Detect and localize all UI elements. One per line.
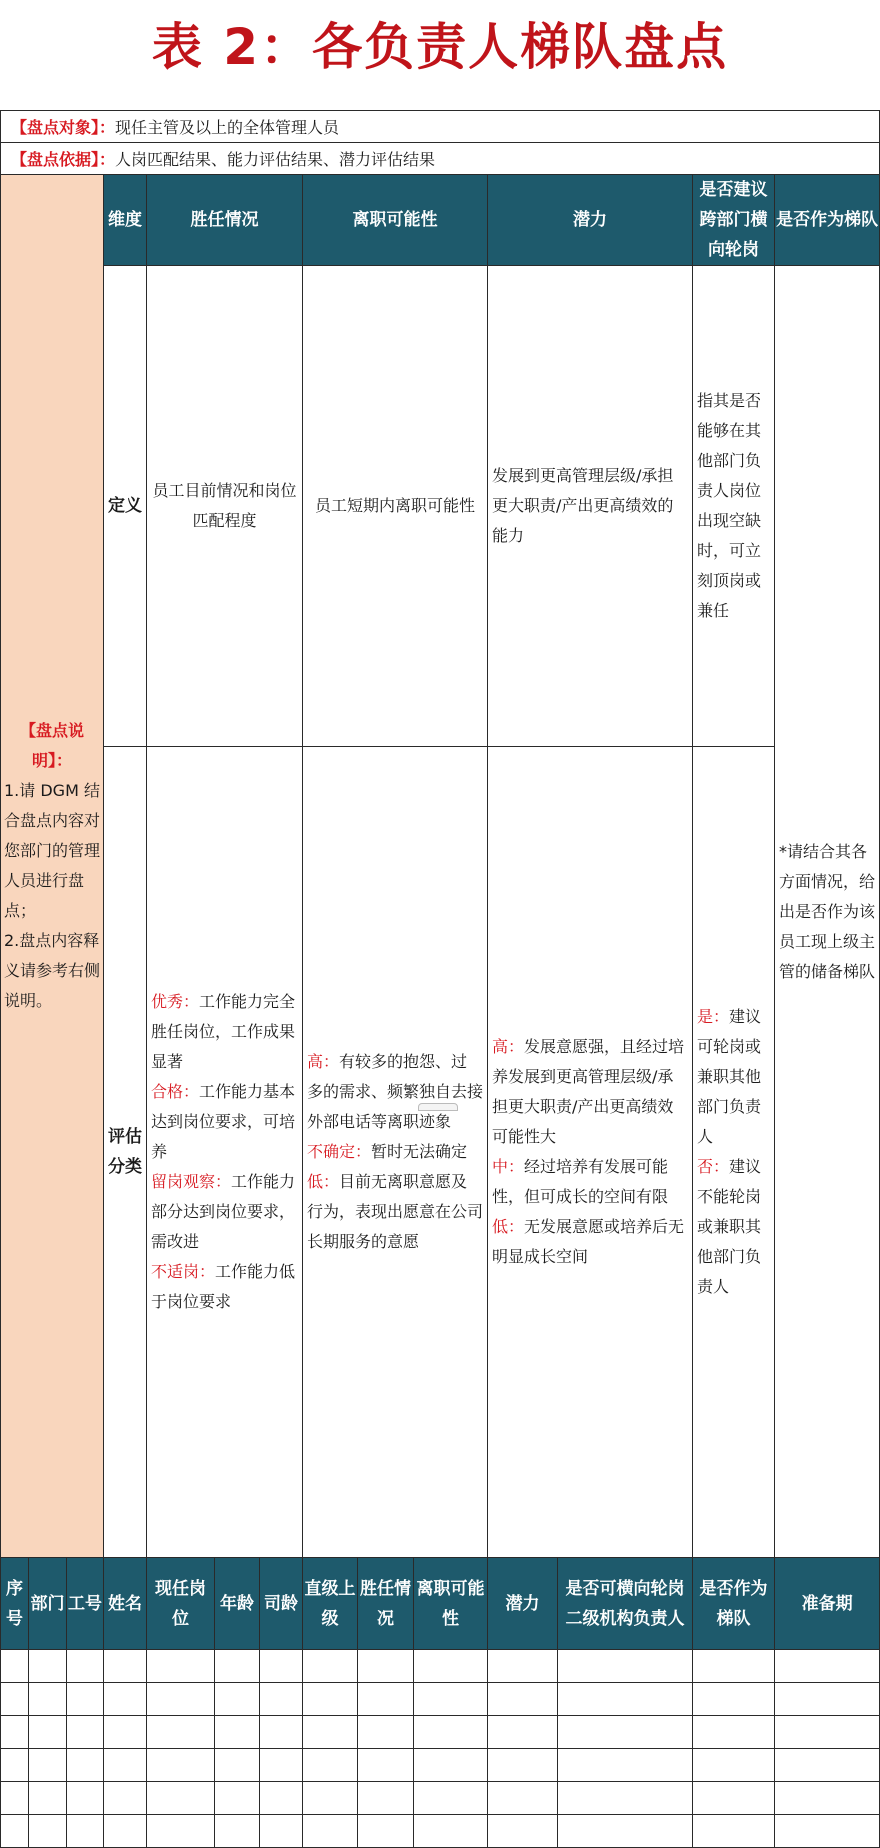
header-rotation: 是否建议跨部门横向轮岗 xyxy=(693,175,775,266)
evaluation-competence xyxy=(147,747,303,1558)
definition-label: 定义 xyxy=(104,266,147,747)
roster-cell[interactable] xyxy=(358,1815,414,1848)
inventory-instructions xyxy=(1,175,104,1558)
page-title: 表 2：各负责人梯队盘点 xyxy=(151,18,729,76)
roster-cell[interactable] xyxy=(775,1683,880,1716)
roster-cell[interactable] xyxy=(693,1815,775,1848)
roster-cell[interactable] xyxy=(104,1749,147,1782)
turnover-desc-high: 有较多的抱怨、过多的需求、频繁独自去接外部电话等离职迹象 xyxy=(307,1052,484,1131)
potential-level-low: 低： xyxy=(492,1217,525,1236)
roster-cell[interactable] xyxy=(693,1749,775,1782)
roster-cell[interactable] xyxy=(358,1749,414,1782)
roster-cell[interactable] xyxy=(260,1716,303,1749)
header-echelon: 是否作为梯队 xyxy=(775,175,880,266)
roster-header: 直级上级 xyxy=(303,1558,358,1650)
roster-cell[interactable] xyxy=(693,1683,775,1716)
instructions-text-2: 2.盘点内容释义请参考右侧说明。 xyxy=(4,931,101,1010)
roster-cell[interactable] xyxy=(147,1716,215,1749)
roster-header: 工号 xyxy=(67,1558,104,1650)
competence-desc-qualified: 工作能力基本达到岗位要求，可培养 xyxy=(151,1082,296,1161)
roster-header: 姓名 xyxy=(104,1558,147,1650)
roster-cell[interactable] xyxy=(29,1815,67,1848)
inventory-object-label: 【盘点对象】： xyxy=(11,118,116,137)
roster-header: 准备期 xyxy=(775,1558,880,1650)
roster-cell[interactable] xyxy=(303,1815,358,1848)
roster-row xyxy=(1,1815,880,1848)
roster-cell[interactable] xyxy=(147,1749,215,1782)
roster-cell[interactable] xyxy=(147,1650,215,1683)
roster-row xyxy=(1,1749,880,1782)
roster-cell[interactable] xyxy=(1,1815,29,1848)
roster-cell[interactable] xyxy=(67,1782,104,1815)
roster-cell[interactable] xyxy=(67,1650,104,1683)
roster-cell[interactable] xyxy=(215,1782,260,1815)
roster-cell[interactable] xyxy=(558,1650,693,1683)
definition-potential: 发展到更高管理层级/承担更大职责/产出更高绩效的能力 xyxy=(488,266,693,747)
header-potential: 潜力 xyxy=(488,175,693,266)
roster-header: 年龄 xyxy=(215,1558,260,1650)
roster-cell[interactable] xyxy=(693,1716,775,1749)
roster-row xyxy=(1,1683,880,1716)
roster-row xyxy=(1,1716,880,1749)
roster-cell[interactable] xyxy=(104,1716,147,1749)
roster-header: 部门 xyxy=(29,1558,67,1650)
roster-cell[interactable] xyxy=(1,1650,29,1683)
roster-cell[interactable] xyxy=(414,1749,488,1782)
roster-cell[interactable] xyxy=(358,1782,414,1815)
roster-cell[interactable] xyxy=(29,1749,67,1782)
roster-header: 离职可能性 xyxy=(414,1558,488,1650)
roster-cell[interactable] xyxy=(147,1683,215,1716)
roster-cell[interactable] xyxy=(558,1782,693,1815)
roster-cell[interactable] xyxy=(260,1749,303,1782)
definition-rotation: 指其是否能够在其他部门负责人岗位出现空缺时，可立刻顶岗或兼任 xyxy=(693,266,775,747)
roster-cell[interactable] xyxy=(303,1650,358,1683)
turnover-level-uncertain: 不确定： xyxy=(307,1142,372,1161)
roster-cell[interactable] xyxy=(260,1650,303,1683)
roster-cell[interactable] xyxy=(775,1650,880,1683)
turnover-desc-uncertain: 暂时无法确定 xyxy=(371,1142,468,1161)
rotation-no-label: 否： xyxy=(697,1157,730,1176)
evaluation-turnover xyxy=(303,747,488,1558)
competence-level-observe: 留岗观察： xyxy=(151,1172,232,1191)
roster-cell[interactable] xyxy=(147,1782,215,1815)
roster-header: 司龄 xyxy=(260,1558,303,1650)
roster-cell[interactable] xyxy=(303,1782,358,1815)
roster-cell[interactable] xyxy=(215,1815,260,1848)
roster-cell[interactable] xyxy=(358,1650,414,1683)
roster-cell[interactable] xyxy=(358,1716,414,1749)
roster-cell[interactable] xyxy=(358,1683,414,1716)
potential-level-high: 高： xyxy=(492,1037,525,1056)
roster-cell[interactable] xyxy=(1,1782,29,1815)
turnover-level-low: 低： xyxy=(307,1172,340,1191)
roster-row xyxy=(1,1650,880,1683)
inventory-object-row xyxy=(1,111,880,143)
instructions-text-1: 1.请 DGM 结合盘点内容对您部门的管理人员进行盘点； xyxy=(4,781,101,920)
roster-cell[interactable] xyxy=(67,1749,104,1782)
competence-level-qualified: 合格： xyxy=(151,1082,200,1101)
roster-cell[interactable] xyxy=(29,1650,67,1683)
roster-cell[interactable] xyxy=(558,1716,693,1749)
roster-row xyxy=(1,1782,880,1815)
inventory-basis-label: 【盘点依据】： xyxy=(11,150,116,169)
roster-cell[interactable] xyxy=(775,1815,880,1848)
competence-level-excellent: 优秀： xyxy=(151,992,200,1011)
competence-desc-excellent: 工作能力完全胜任岗位，工作成果显著 xyxy=(151,992,296,1071)
roster-cell[interactable] xyxy=(29,1716,67,1749)
roster-cell[interactable] xyxy=(414,1815,488,1848)
roster-cell[interactable] xyxy=(215,1650,260,1683)
roster-cell[interactable] xyxy=(488,1815,558,1848)
scroll-handle[interactable] xyxy=(418,1103,458,1111)
turnover-level-high: 高： xyxy=(307,1052,340,1071)
roster-cell[interactable] xyxy=(1,1683,29,1716)
roster-cell[interactable] xyxy=(558,1815,693,1848)
roster-cell[interactable] xyxy=(414,1782,488,1815)
roster-cell[interactable] xyxy=(260,1782,303,1815)
competence-level-unfit: 不适岗： xyxy=(151,1262,216,1281)
roster-cell[interactable] xyxy=(558,1683,693,1716)
roster-cell[interactable] xyxy=(104,1650,147,1683)
definition-turnover: 员工短期内离职可能性 xyxy=(303,266,488,747)
definition-competence: 员工目前情况和岗位匹配程度 xyxy=(147,266,303,747)
roster-header: 现任岗位 xyxy=(147,1558,215,1650)
roster-cell[interactable] xyxy=(1,1749,29,1782)
roster-cell[interactable] xyxy=(414,1683,488,1716)
competence-desc-unfit: 工作能力低于岗位要求 xyxy=(151,1262,296,1311)
roster-cell[interactable] xyxy=(558,1749,693,1782)
roster-cell[interactable] xyxy=(488,1749,558,1782)
roster-cell[interactable] xyxy=(303,1716,358,1749)
evaluation-rotation xyxy=(693,747,775,1558)
roster-header-row xyxy=(1,1558,880,1650)
roster-cell[interactable] xyxy=(29,1683,67,1716)
evaluation-label: 评估分类 xyxy=(104,747,147,1558)
roster-cell[interactable] xyxy=(104,1815,147,1848)
roster-cell[interactable] xyxy=(147,1815,215,1848)
evaluation-potential xyxy=(488,747,693,1558)
roster-header: 潜力 xyxy=(488,1558,558,1650)
roster-cell[interactable] xyxy=(67,1716,104,1749)
potential-desc-high: 发展意愿强，且经过培养发展到更高管理层级/承担更大职责/产出更高绩效可能性大 xyxy=(492,1037,685,1146)
roster-header: 是否作为梯队 xyxy=(693,1558,775,1650)
roster-cell[interactable] xyxy=(414,1650,488,1683)
roster-cell[interactable] xyxy=(260,1815,303,1848)
roster-cell[interactable] xyxy=(104,1683,147,1716)
header-turnover: 离职可能性 xyxy=(303,175,488,266)
potential-desc-low: 无发展意愿或培养后无明显成长空间 xyxy=(492,1217,685,1266)
roster-cell[interactable] xyxy=(215,1749,260,1782)
roster-cell[interactable] xyxy=(693,1650,775,1683)
roster-cell[interactable] xyxy=(104,1782,147,1815)
roster-cell[interactable] xyxy=(775,1749,880,1782)
potential-desc-mid: 经过培养有发展可能性，但可成长的空间有限 xyxy=(492,1157,669,1206)
roster-cell[interactable] xyxy=(260,1683,303,1716)
inventory-object-value: 现任主管及以上的全体管理人员 xyxy=(115,118,340,137)
roster-cell[interactable] xyxy=(67,1683,104,1716)
roster-cell[interactable] xyxy=(775,1782,880,1815)
roster-header: 序号 xyxy=(1,1558,29,1650)
roster-header: 是否可横向轮岗二级机构负责人 xyxy=(558,1558,693,1650)
roster-cell[interactable] xyxy=(215,1683,260,1716)
roster-cell[interactable] xyxy=(215,1716,260,1749)
rotation-yes-desc: 建议可轮岗或兼职其他部门负责人 xyxy=(697,1007,762,1146)
roster-cell[interactable] xyxy=(488,1716,558,1749)
inventory-table xyxy=(0,110,880,1848)
roster-cell[interactable] xyxy=(303,1749,358,1782)
roster-header: 胜任情况 xyxy=(358,1558,414,1650)
rotation-yes-label: 是： xyxy=(697,1007,730,1026)
roster-cell[interactable] xyxy=(29,1782,67,1815)
header-competence: 胜任情况 xyxy=(147,175,303,266)
inventory-basis-row xyxy=(1,143,880,175)
roster-cell[interactable] xyxy=(488,1650,558,1683)
roster-cell[interactable] xyxy=(303,1683,358,1716)
turnover-desc-low: 目前无离职意愿及行为，表现出愿意在公司长期服务的意愿 xyxy=(307,1172,484,1251)
inventory-basis-value: 人岗匹配结果、能力评估结果、潜力评估结果 xyxy=(115,150,436,169)
roster-cell[interactable] xyxy=(1,1716,29,1749)
instructions-label: 【盘点说明】： xyxy=(19,721,84,770)
header-dimension: 维度 xyxy=(104,175,147,266)
roster-cell[interactable] xyxy=(775,1716,880,1749)
rotation-no-desc: 建议不能轮岗或兼职其他部门负责人 xyxy=(697,1157,762,1296)
roster-cell[interactable] xyxy=(693,1782,775,1815)
competence-desc-observe: 工作能力部分达到岗位要求，需改进 xyxy=(151,1172,296,1251)
potential-level-mid: 中： xyxy=(492,1157,525,1176)
echelon-note: *请结合其各方面情况，给出是否作为该员工现上级主管的储备梯队 xyxy=(775,266,880,1558)
roster-cell[interactable] xyxy=(414,1716,488,1749)
roster-cell[interactable] xyxy=(488,1683,558,1716)
roster-cell[interactable] xyxy=(67,1815,104,1848)
roster-cell[interactable] xyxy=(488,1782,558,1815)
